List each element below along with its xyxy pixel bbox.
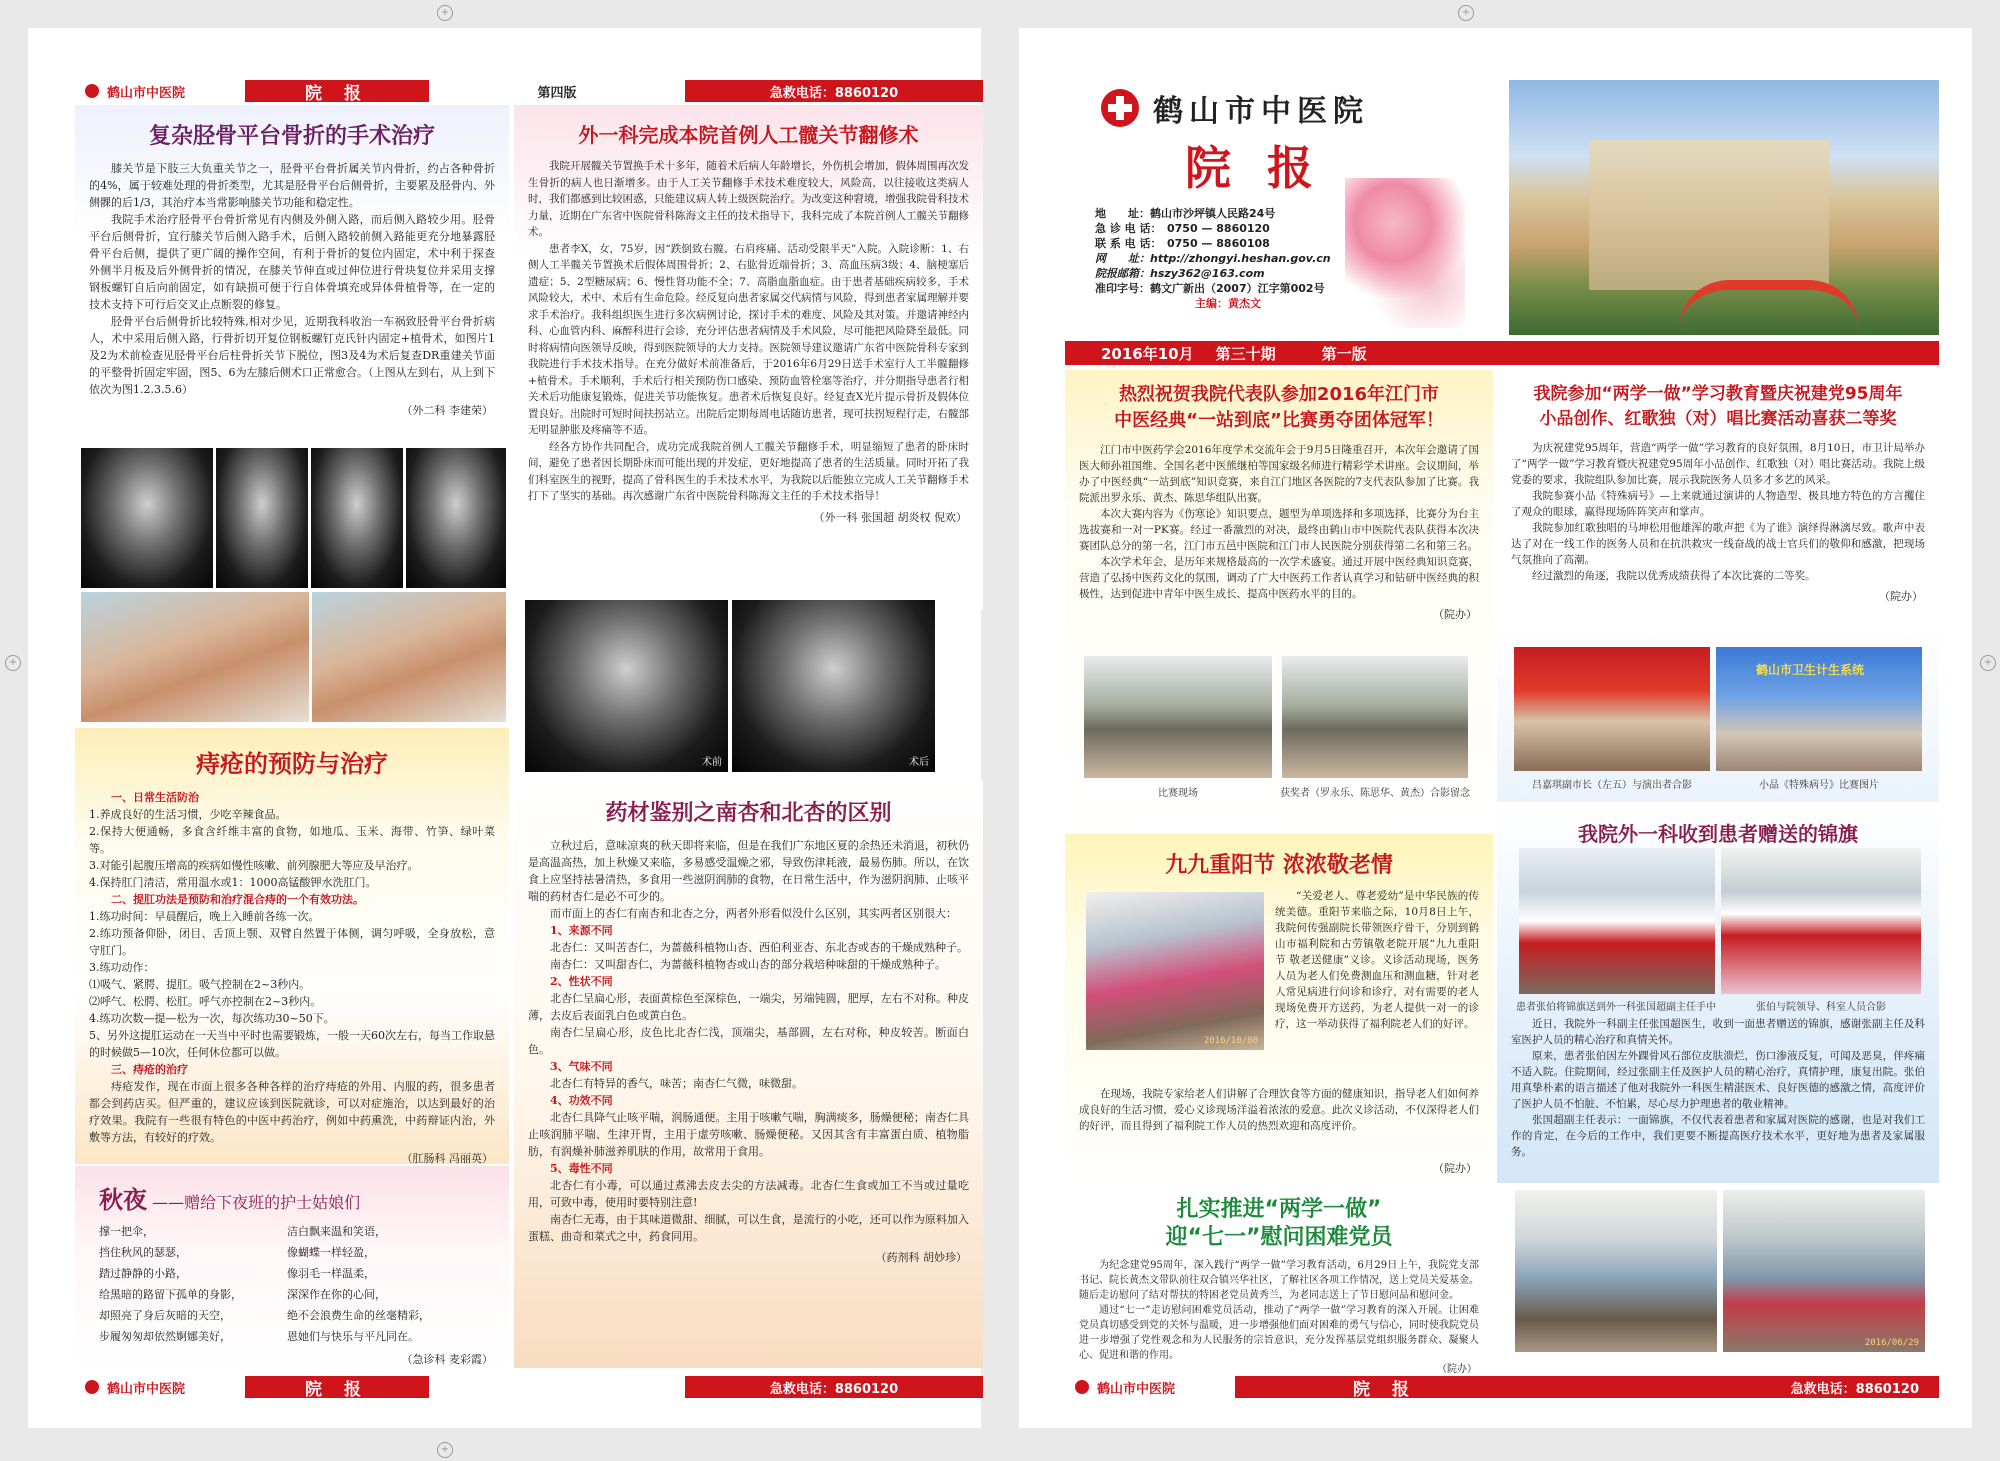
poem-line: 恩她们与快乐与平凡同在。 bbox=[287, 1330, 420, 1343]
masthead-title: 院 报 bbox=[1185, 141, 1324, 195]
footer-bar-right bbox=[1065, 1376, 1939, 1398]
article-signature: （院办） bbox=[1433, 1162, 1477, 1175]
poem-body bbox=[75, 1221, 509, 1347]
xray-photo-4 bbox=[406, 448, 506, 588]
header-bar-left bbox=[75, 80, 983, 102]
article-title: 外一科完成本院首例人工髋关节翻修术 bbox=[578, 123, 919, 147]
party-photo-1 bbox=[1515, 1190, 1717, 1352]
article-title: 复杂胫骨平台骨折的手术治疗 bbox=[148, 124, 435, 149]
article-title: 热烈祝贺我院代表队参加2016年江门市 中医经典“一站到底”比赛勇夺团体冠军！ bbox=[1114, 384, 1444, 431]
header-hospital: 鹤山市中医院 bbox=[75, 80, 245, 102]
poem-line: 像蝴蝶一样轻盈， bbox=[287, 1246, 376, 1259]
header-emergency: 急救电话：8860120 bbox=[769, 85, 899, 101]
hospital-cross-icon bbox=[1101, 89, 1139, 127]
elderly-photo: 2016/10/08 bbox=[1086, 892, 1264, 1050]
article-hip bbox=[514, 105, 983, 610]
poem-line: 步履匆匆却依然婀娜美好， bbox=[99, 1330, 231, 1343]
page-one bbox=[1019, 28, 1972, 1428]
contest-caption-1: 比赛现场 bbox=[1158, 788, 1198, 799]
crop-mark: + bbox=[1458, 5, 1474, 21]
xray-photo-2 bbox=[216, 448, 308, 588]
poem-line: 挡住秋风的瑟瑟， bbox=[99, 1246, 187, 1259]
article-hemorrhoid bbox=[75, 728, 509, 1164]
rose-decoration bbox=[1345, 178, 1465, 328]
banner-photo-2 bbox=[1721, 848, 1921, 994]
article-body: 立秋过后，意味凉爽的秋天即将来临，但是在我们广东地区夏的余热还未消退，初秋仍是高温高热，加上秋燥又来临，多易感受温燥之邪，导致伤津耗液，最易伤肺。所以，在饮食上应坚持祛暑清热，多食用一些滋阴润肺的食物，在日常生活中，作为滋阴润肺、止咳平喘的药材杏仁是必不可少的。 而市面上的杏仁有南杏和北杏之分，两者外形看似没什么区别，其实两者区别很大： 1、来源不同 北杏仁：又叫苦杏仁，为蔷薇科植物山杏、西伯利亚杏、东北杏或杏的干燥成熟种子。 南杏仁：又叫甜杏仁，为蔷薇科植物杏或山杏的部分栽培种味甜的干燥成熟种子。 2、性状不同 北杏仁呈扁心形，表面黄棕色至深棕色，一端尖，另端钝圆，肥厚，左右不对称。种皮薄，去皮后表面乳白色或黄白色。 南杏仁呈扁心形，皮色比北杏仁浅，顶端尖，基部圆，左右对称，种皮较苦。断面白色。 3、气味不同 北杏仁有特异的香气，味苦；南杏仁气微，味微甜。 4、功效不同 北杏仁具降气止咳平喘，润肠通便。主用于咳嗽气喘，胸满痰多，肠燥便秘；南杏仁具止咳润肺平喘、生津开胃，主用于虚劳咳嗽、肠燥便秘。又因其含有丰富蛋白质、植物脂肪，有润燥补肺滋养肌肤的作用，故常用于食用。 5、毒性不同 北杏仁有小毒，可以通过煮沸去皮去尖的方法减毒。北杏仁生食或加工不当或过量吃用，可致中毒，使用时要特别注意! 南杏仁无毒，由于其味道微甜、细腻，可以生食，是流行的小吃，还可以作为原料加入蛋糕、曲奇和菜式之中，药食同用。 bbox=[528, 839, 969, 1243]
article-title: 扎实推进“两学一做” 迎“七一”慰问困难党员 bbox=[1165, 1197, 1393, 1250]
elderly-body-side: “关爱老人、尊老爱幼”是中华民族的传统美德。重阳节来临之际，10月8日上午，我院何传强副院长带领医疗骨干，分别到鹤山市福利院和古劳镇敬老院开展“九九重阳节 敬老送健康”义诊。义诊活动现场，医务人员为老人们免费测血压和测血糖，针对老人常见病进行问诊和诊疗，对有需要的老人现场免费开方送药，为老人提供一对一的诊疗，这一举动获得了福利院老人们的好评。 bbox=[1275, 890, 1479, 1030]
poem-heading bbox=[75, 1166, 509, 1221]
masthead bbox=[1065, 68, 1495, 338]
footer-hospital: 鹤山市中医院 bbox=[1065, 1376, 1235, 1398]
wound-photo-5 bbox=[81, 592, 309, 722]
article-body: 为庆祝建党95周年，营造“两学一做”学习教育的良好氛围，8月10日，市卫计局举办了“两学一做”学习教育暨庆祝建党95周年小品创作、红歌独（对）唱比赛活动。我院上级党委的要求，我院组队参加比赛，展示我院医务人员多才多艺的风采。 我院参赛小品《特殊病号》—上来就通过演讲的人物造型、极具地方特色的方言攫住了观众的眼球，赢得现场阵阵笑声和掌声。 我院参加红歌独唱的马坤松用他雄浑的歌声把《为了谁》演绎得淋漓尽致。歌声中表达了对在一线工作的医务人员和在抗洪救灾一线奋战的战士官兵们的敬仰和感激，把现场气氛推向了高潮。 经过激烈的角逐，我院以优秀成绩获得了本次比赛的二等奖。 bbox=[1511, 442, 1925, 582]
article-body: 膝关节是下肢三大负重关节之一，胫骨平台骨折属关节内骨折，约占各种骨折的4%，属于较难处理的骨折类型，尤其是胫骨平台后侧骨折，主要累及胫骨内、外侧髁的后1/3，其治疗本当常影响膝关节功能和稳定性。 我院手术治疗胫骨平台骨折常见有内侧及外侧入路，而后侧入路较少用。胫骨平台后侧骨折，宜行膝关节后侧入路手术，后侧入路较前侧入路能更充分地暴露胫骨平台后侧，提供了更广阔的操作空间，有利于骨折的复位内固定，术中利于探查外侧半月板及后外侧骨折的情况，在膝关节伸直或过伸位进行骨块复位并采用支撑钢板螺钉自后向前固定，如有缺损可便于行自体骨填充或异体骨植骨等，在一定的技术支持下可行后交叉止点断裂的修复。 胫骨平台后侧骨折比较特殊,相对少见，近期我科收治一车祸致胫骨平台骨折病人，术中采用后侧入路，行骨折切开复位钢板螺钉克氏针内固定+植骨术，如图片1及2为术前检查见胫骨平台后柱骨折关节下脱位，图3及4为术后复查DR重建关节面的平整骨折固定牢固，图5、6为左膝后侧术口正常愈合。（上图从左到右，从上到下依次为图1.2.3.5.6） bbox=[89, 162, 495, 396]
poem-line: 洁白飘来温和笑语， bbox=[287, 1225, 387, 1238]
article-signature: （外一科 张国超 胡炎权 倪欢） bbox=[813, 510, 967, 524]
art-photo-1 bbox=[1514, 647, 1710, 771]
poem-line: 像羽毛一样温柔， bbox=[287, 1267, 376, 1280]
masthead-info: 地 址：鹤山市沙坪镇人民路24号 急 诊 电 话： 0750 — 8860120 联 系 电 话： 0750 — 8860108 网 址：http://zhongyi.heshan.gov.cn 院报邮箱：hszy362@163.com 准印字号：鹤文广新出（2007）江字第002号 主编：黄杰文 bbox=[1095, 207, 1331, 310]
poem-line: 绝不会浪费生命的丝毫精彩， bbox=[287, 1309, 431, 1322]
poem-subtitle: ——赠给下夜班的护士姑娘们 bbox=[152, 1193, 361, 1212]
issue-number: 第三十期 bbox=[1215, 344, 1276, 363]
poem-line: 踏过静静的小路， bbox=[99, 1267, 187, 1280]
contest-caption-2: 获奖者（罗永乐、陈思华、黄杰）合影留念 bbox=[1280, 788, 1470, 799]
xray-photo-3 bbox=[311, 448, 403, 588]
banner-caption-2: 张伯与院领导、科室人员合影 bbox=[1756, 1002, 1886, 1013]
art-caption-1: 吕嘉琪副市长（左五）与演出者合影 bbox=[1532, 780, 1692, 791]
masthead-logo bbox=[1065, 68, 1495, 130]
footer-paper: 院 报 bbox=[1353, 1379, 1417, 1400]
article-signature: （外二科 李建荣） bbox=[401, 404, 493, 417]
elderly-body: 在现场，我院专家给老人们讲解了合理饮食等方面的健康知识，指导老人们如何养成良好的生活习惯，爱心义诊现场洋溢着浓浓的爱意。此次义诊活动，不仅深得老人们的好评，而且得到了福利院工作人员的热烈欢迎和高度评价。 bbox=[1079, 1088, 1479, 1132]
wound-photo-6 bbox=[312, 592, 506, 722]
article-title: 我院外一科收到患者赠送的锦旗 bbox=[1578, 822, 1858, 846]
issue-date: 2016年10月 bbox=[1101, 344, 1194, 363]
banner-photo-1 bbox=[1519, 848, 1715, 994]
issue-edition: 第一版 bbox=[1321, 344, 1367, 363]
article-body: 一、日常生活防治 1.养成良好的生活习惯，少吃辛辣食品。 2.保持大便通畅，多食含纤维丰富的食物，如地瓜、玉米、海带、竹笋、绿叶菜等。 3.对能引起腹压增高的疾病如慢性咳嗽、前列腺肥大等应及早治疗。 4.保持肛门清洁，常用温水或1：1000高锰酸钾水洗肛门。 二、提肛功法是预防和治疗混合痔的一个有效功法。 1.练功时间：早晨醒后，晚上入睡前各练一次。 2.练功预备仰卧，闭目、舌顶上颚、双臂自然置于体侧，调匀呼吸，全身放松，意守肛门。 3.练功动作： ⑴吸气、紧腭、提肛。吸气控制在2~3秒内。 ⑵呼气、松腭、松肛。呼气亦控制在2~3秒内。 4.练功次数—提—松为一次，每次练功30~50下。 5、另外这提肛运动在一天当中平时也需要锻炼，一般一天60次左右，每当工作取悬的时候做5—10次，任何休位都可以做。 三、痔疮的治疗 痔疮发作，现在市面上很多各种各样的治疗痔疮的外用、内服的药，很多患者都会到药店买。但严重的，建议应该到医院就诊，可以对症施治，以达到最好的治疗效果。我院有一些很有特色的中医中药治疗，例如中药熏洗，中药辩证内治，外敷等方法，有较好的疗效。 bbox=[89, 791, 495, 1144]
contest-photo-2 bbox=[1282, 656, 1468, 778]
poem-right-column bbox=[287, 1221, 485, 1347]
contest-photo-1 bbox=[1084, 656, 1272, 778]
crop-mark: + bbox=[5, 655, 21, 671]
article-signature: （药剂科 胡妙珍） bbox=[875, 1251, 967, 1264]
footer-emergency: 急救电话：8860120 bbox=[769, 1381, 899, 1397]
art-caption-2: 小品《特殊病号》比赛图片 bbox=[1759, 780, 1879, 791]
footer-emergency: 急救电话：8860120 bbox=[1790, 1381, 1919, 1397]
article-body: 为纪念建党95周年，深入践行“两学一做”学习教育活动，6月29日上午，我院党支部书记、院长黄杰文带队前往双合镇兴华社区，了解社区各项工作情况，送上党员关爱基金。随后走访慰问了结对帮扶的特困老党员黄秀兰，为老同志送上了节日慰问品和慰问金。 通过“七一”走访慰问困难党员活动，推动了“两学一做”学习教育的深入开展。让困难党员真切感受到党的关怀与温暖，进一步增强他们面对困难的勇气与信心，同时使我院党员进一步增强了党性观念和为人民服务的宗旨意识，充分发挥基层党组织服务群众、凝聚人心、促进和谐的作用。 bbox=[1079, 1260, 1479, 1361]
article-body: 江门市中医药学会2016年度学术交流年会于9月5日隆重召开，本次年会邀请了国医大师孙祖国维、全国名老中医熊继柏等国家级名师进行精彩学术讲座。会议期间，举办了中医经典“一站到底”知识竞赛，来自江门地区各医院的7支代表队参加了比赛。我院派出罗永乐、黄杰、陈思华组队出赛。 本次大赛内容为《伤寒论》知识要点，题型为单项选择和多项选择，比赛分为台主选拔赛和一对一PK赛。经过一番激烈的对决，最终由鹤山市中医院代表队获得本次决赛团队总分的第一名，江门市五邑中医院和江门市人民医院分别获得第二名和第三名。 本次学术年会，是历年来规格最高的一次学术盛宴。通过开展中医经典知识竞赛，营造了弘扬中医药文化的氛围，调动了广大中医药工作者认真学习和钻研中医经典的积极性，达到促进中青年中医生成长、提高中医药水平的目的。 bbox=[1079, 444, 1479, 600]
hospital-cross-icon bbox=[85, 1380, 99, 1394]
art-photo-2: 鹤山市卫生计生系统 bbox=[1716, 647, 1922, 771]
crop-mark: + bbox=[1980, 655, 1996, 671]
xray-post-op: 术后 bbox=[732, 600, 935, 772]
party-photo-2: 2016/06/29 bbox=[1723, 1190, 1925, 1352]
poem-line: 却照亮了身后灰暗的天空， bbox=[99, 1309, 231, 1322]
xray-photo-1 bbox=[81, 448, 213, 588]
article-poem bbox=[75, 1166, 509, 1368]
hospital-cross-icon bbox=[1075, 1380, 1089, 1394]
article-signature: （院办） bbox=[1879, 590, 1923, 603]
article-signature: （肛肠科 冯丽英） bbox=[401, 1152, 493, 1164]
banner-caption-1: 患者张伯将锦旗送到外一科张国超副主任手中 bbox=[1516, 1002, 1716, 1013]
article-title: 我院参加“两学一做”学习教育暨庆祝建党95周年 小品创作、红歌独（对）唱比赛活动喜获二等奖 bbox=[1533, 384, 1903, 429]
footer-bar-left bbox=[75, 1376, 983, 1398]
poem-left-column bbox=[99, 1221, 287, 1347]
poem-line: 深深作在你的心间， bbox=[287, 1288, 387, 1301]
poem-line: 撑一把伞， bbox=[99, 1225, 154, 1238]
article-title: 九九重阳节 浓浓敬老情 bbox=[1165, 853, 1393, 878]
footer-hospital: 鹤山市中医院 bbox=[75, 1376, 245, 1398]
article-title: 药材鉴别之南杏和北杏的区别 bbox=[605, 801, 892, 826]
issue-bar bbox=[1065, 341, 1939, 365]
banner-body: 近日，我院外一科副主任张国超医生，收到一面患者赠送的锦旗，感谢张副主任及科室医护人员的精心治疗和真情关怀。 原来，患者张伯因左外踝骨风石部位皮肤溃烂，伤口渗液反复，可闻及恶臭，伴疼痛不适入院。住院期间，经过张副主任及医护人员的精心治疗，真情护理，康复出院。张伯用真挚朴素的语言描述了他对我院外一科医生精湛医术、良好医德的感激之情，高度评价了医护人员不怕脏、不怕累，尽心尽力护理患者的敬业精神。 张国超副主任表示：一面锦旗，不仅代表着患者和家属对医院的感谢，也是对我们工作的肯定，在今后的工作中，我们更要不断提高医疗技术水平，更好地为患者及家属服务。 bbox=[1511, 1018, 1925, 1158]
page-four bbox=[28, 28, 981, 1428]
article-signature: （急诊科 麦彩霞） bbox=[401, 1353, 493, 1366]
poem-title: 秋夜 bbox=[99, 1186, 147, 1214]
article-body: 我院开展髋关节置换手术十多年，随着术后病人年龄增长，外伤机会增加，假体周围再次发生骨折的病人也日渐增多。由于人工关节翻修手术技术难度较大，风险高，以往接收这类病人时，我们都感到比较困惑，只能建议病人转上级医院治疗。为改变这种窘境，增强我院骨科技术力量，近期在广东省中医院骨科陈海文主任的技术指导下，我科完成了本院首例人工髋关节翻修术。 患者李X，女，75岁，因“跌倒致右髋、右肩疼痛、活动受限半天”入院。入院诊断：1、右侧人工半髋关节置换术后假体周围骨折；2、右肱骨近端骨折；3、高血压病3级；4、脑梗塞后遗症；5、2型糖尿病；6、慢性肾功能不全；7、高脂血脂血症。由于患者基础疾病较多，手术风险较大，术中、术后有生命危险。经反复向患者家属交代病情与风险，得到患者家属理解并要求手术治疗。我科组织医生进行多次病例讨论，探讨手术的难度、风险及其对策。并邀请神经内科、心血管内科、麻醉科进行会诊，充分评估患者病情及手术风险，尽可能把风险降至最低。同时将病情向医领导反映，得到医院领导的大力支持。医院领导建议邀请广东省中医院骨科专家到我院进行手术技术指导。在充分做好术前准备后，于2016年6月29日送手术室行人工半髋翻修+植骨术。手术顺利，手术后行相关预防伤口感染、预防血管栓塞等治疗，并分期指导患者行相关术后功能康复锻炼，促进关节功能恢复。患者术后恢复良好。经复查X光片提示骨折及假体位置良好。出院时可短时间扶拐站立。出院后定期每周电话随访患者，现可扶拐短程行走，右髋部无明显肿胀及疼痛等不适。 经各方协作共同配合，成功完成我院首例人工髋关节翻修手术，明显缩短了患者的卧床时间，避免了患者因长期卧床而可能出现的并发症，更好地提高了患者的生活质量。同时开拓了我们科室医生的视野，提高了骨科医生的手术技术水平，为我院以后能独立完成人工关节翻修手术打下了坚实的基础。再次感谢广东省中医院骨科陈海文主任的手术技术指导！ bbox=[528, 160, 969, 502]
article-herb bbox=[514, 780, 983, 1368]
crop-mark: + bbox=[437, 5, 453, 21]
crop-mark: + bbox=[437, 1442, 453, 1458]
article-party bbox=[1065, 1190, 1493, 1370]
poem-line: 给黑暗的路留下孤单的身影， bbox=[99, 1288, 242, 1301]
article-title: 痔疮的预防与治疗 bbox=[196, 750, 388, 778]
header-paper: 院 报 bbox=[305, 83, 369, 104]
article-signature: （院办） bbox=[1437, 1364, 1477, 1375]
footer-paper: 院 报 bbox=[305, 1379, 369, 1400]
xray-pre-op: 术前 bbox=[525, 600, 728, 772]
hospital-building-photo bbox=[1509, 80, 1939, 335]
article-signature: （院办） bbox=[1433, 608, 1477, 621]
header-edition: 第四版 bbox=[429, 80, 685, 102]
hospital-cross-icon bbox=[85, 84, 99, 98]
masthead-name: 鹤山市中医院 bbox=[1153, 94, 1369, 129]
